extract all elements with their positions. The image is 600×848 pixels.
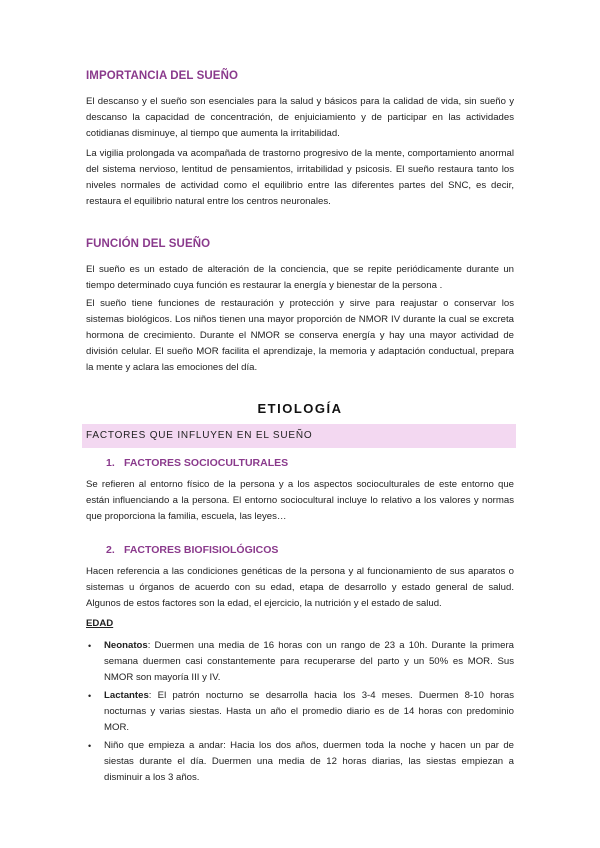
item-term: Lactantes [104, 690, 149, 701]
list-item [86, 738, 514, 786]
factor-1-heading-block [86, 457, 514, 469]
etiologia-title: ETIOLOGÍA [257, 401, 343, 416]
factor-1-text: Se refieren al entorno físico de la persona y a los aspectos socioculturales de este entorno que están influenciando a la persona. El entorno sociocultural incluye lo relativo a los valores y normas que proporciona la familia, escuela, las leyes… [86, 479, 514, 522]
item-term: Neonatos [104, 640, 148, 651]
factor-2-text-block [86, 564, 514, 612]
importancia-paragraph-1: El descanso y el sueño son esenciales para la salud y básicos para la calidad de vida, sin sueño y descanso la capacidad de concentración, de enjuiciamiento y de participar en las actividades cotidianas disminuye, al tiempo que aumenta la irritabilidad. [86, 96, 514, 139]
item-text: Niño que empieza a andar: Hacia los dos años, duermen toda la noche y hacen un par de siestas durante el día. Duermen una media de 12 horas diarias, las siestas empiezan a disminuir a los 3 años. [104, 740, 514, 783]
factor-2-heading [86, 544, 514, 556]
bullet-icon: • [88, 641, 92, 651]
factor-1-heading [86, 457, 514, 469]
importancia-paragraph-2: La vigilia prolongada va acompañada de trastorno progresivo de la mente, comportamiento anormal del sistema nervioso, lentitud de pensamientos, irritabilidad y psicosis. El sueño restaura tanto los niveles normales de actividad como el equilibrio entre las diferentes partes del SNC, es decir, restaura el equilibrio natural entre los centros neuronales. [86, 148, 514, 207]
factor-2-title: FACTORES BIOFISIOLÓGICOS [124, 544, 279, 556]
funcion-section [86, 238, 514, 250]
factor-2-text: Hacen referencia a las condiciones genéticas de la persona y al funcionamiento de sus aparatos o sistemas u órganos de acuerdo con su edad, etapa de desarrollo y estado general de salud. Algunos de estos factores son la edad, el ejercicio, la nutrición y el estado de salud. [86, 566, 514, 609]
importancia-section [86, 70, 514, 82]
funcion-p1-block [86, 262, 514, 294]
funcion-paragraph-1: El sueño es un estado de alteración de la conciencia, que se repite periódicamente durante un tiempo determinado cuya función es restaurar la energía y bienestar de la persona . [86, 264, 514, 291]
factores-band [82, 424, 516, 448]
bullet-icon: • [88, 691, 92, 701]
factores-band-label: FACTORES QUE INFLUYEN EN EL SUEÑO [86, 430, 313, 441]
importancia-p1-block [86, 94, 514, 142]
importancia-heading: IMPORTANCIA DEL SUEÑO [86, 70, 239, 82]
item-text: : Duermen una media de 16 horas con un rango de 23 a 10h. Durante la primera semana duermen casi constantemente para recuperarse del parto y un 50% es MOR. Sus NMOR son mayoría III y IV. [104, 640, 514, 683]
factor-2-heading-block [86, 544, 514, 556]
factor-1-title: FACTORES SOCIOCULTURALES [124, 457, 289, 469]
edad-list-block [86, 638, 514, 786]
edad-label: EDAD [86, 618, 114, 629]
edad-label-block [86, 618, 514, 629]
factor-1-number: 1. [106, 457, 115, 469]
factor-2-number: 2. [106, 544, 115, 556]
bullet-icon: • [88, 741, 92, 751]
edad-list [86, 638, 514, 786]
funcion-heading: FUNCIÓN DEL SUEÑO [86, 238, 211, 250]
factor-1-text-block [86, 477, 514, 525]
funcion-p2-block [86, 296, 514, 376]
funcion-paragraph-2: El sueño tiene funciones de restauración y protección y sirve para reajustar o conservar los sistemas biológicos. Los niños tienen una mayor proporción de NMOR IV durante la cual se excreta hormona de crecimiento. Durante el NMOR se conserva energía y hay una mayor actividad de división celular. El sueño MOR facilita el aprendizaje, la memoria y adaptación conductual, prepara la mente y aclara las emociones del día. [86, 298, 514, 373]
item-text: : El patrón nocturno se desarrolla hacia los 3-4 meses. Duermen 8-10 horas nocturnas y varias siestas. Hasta un año el promedio diario es de 14 horas con predominio MOR. [104, 690, 514, 733]
list-item [86, 688, 514, 736]
list-item [86, 638, 514, 686]
importancia-p2-block [86, 146, 514, 210]
